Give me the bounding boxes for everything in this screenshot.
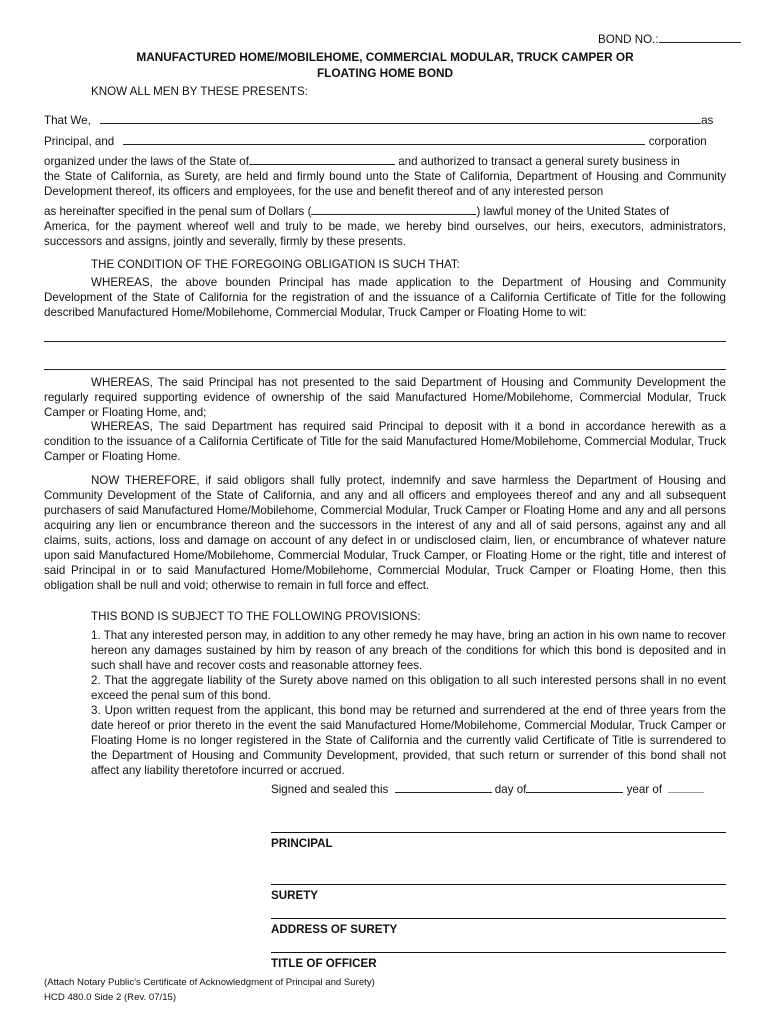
surety-signature-line[interactable] (271, 884, 726, 885)
signed-day-field[interactable] (395, 781, 492, 793)
principal-label: PRINCIPAL (271, 837, 333, 850)
organized-text-a: organized under the laws of the State of (44, 155, 249, 168)
signed-text-c: year of (626, 783, 663, 796)
penal-text-rest: America, for the payment whereof well and truly to be made, we hereby bind ourselves, our heirs, executors, administrators, successors and assigns, jointly and severally, firmly by these presents. (44, 220, 726, 248)
that-we-line (44, 112, 726, 128)
form-title-line1: MANUFACTURED HOME/MOBILEHOME, COMMERCIAL MODULAR, TRUCK CAMPER OR (136, 50, 634, 64)
principal-signature-line[interactable] (271, 832, 726, 833)
whereas-application: WHEREAS, the above bounden Principal has made application to the Department of Housing and Community Development of the State of California for the registration of and the issuance of a California Certificate of Title for the following described Manufactured Home/Mobilehome, Commercial Modular, Truck Camper or Floating Home to wit: (44, 276, 726, 319)
form-id: HCD 480.0 Side 2 (Rev. 07/15) (44, 992, 177, 1003)
description-line-1[interactable] (44, 341, 726, 342)
know-all-men: KNOW ALL MEN BY THESE PRESENTS: (91, 85, 308, 98)
form-title-line2: FLOATING HOME BOND (316, 66, 454, 80)
organized-text-rest: the State of California, as Surety, are held and firmly bound unto the State of California, Department of Housing and Community Development thereof, its officers and employees, for the use and benefit thereof and of any interested person (44, 170, 726, 198)
now-therefore-paragraph: NOW THEREFORE, if said obligors shall fully protect, indemnify and save harmless the Department of Housing and Community Development of the State of California, and any and all officers and employees thereof and any and all subsequent purchasers of said Manufactured Home/Mobilehome, Commercial Modular, Truck Camper or Floating Home and any and all persons acquiring any lien or encumbrance thereon and the successors in the interest of any and all of said persons, against any and all claims, suits, actions, loss and damage on account of any defect in or undisclosed claim, lien, or encumbrance of whatever nature upon said Manufactured Home/Mobilehome, Commercial Modular, Truck Camper, or Floating Home or the right, title and interest of said Principal in or to said Manufactured Home/Mobilehome, Commercial Modular, Truck Camper or Floating Home, then this obligation shall be null and void; otherwise to remain in full force and effect. (44, 474, 726, 592)
signed-sealed-line (271, 781, 704, 797)
principal-name-field[interactable] (100, 112, 701, 124)
surety-name-field[interactable] (123, 133, 645, 145)
surety-label: SURETY (271, 889, 319, 902)
principal-and-label: Principal, and (44, 135, 115, 148)
address-of-surety-label: ADDRESS OF SURETY (271, 923, 398, 936)
title-of-officer-line[interactable] (271, 952, 726, 953)
principal-and-line (44, 133, 726, 149)
bond-number-line (598, 31, 741, 47)
provision-1: 1. That any interested person may, in addition to any other remedy he may have, bring an action in his own name to recover hereon any damages sustained by him by reason of any breach of the conditions for which this bond is deposited and in such shall have and recover costs and reasonable attorney fees. (91, 629, 726, 672)
description-line-2[interactable] (44, 369, 726, 370)
corporation-label: corporation (648, 135, 707, 148)
title-of-officer-label: TITLE OF OFFICER (271, 957, 377, 970)
provision-3: 3. Upon written request from the applicant, this bond may be returned and surrendered at the end of three years from the date hereof or prior thereto in the event the said Manufactured Home/Mobilehome, Commercial Modular, Truck Camper or Floating Home is no longer registered in the State of California and the currently valid Certificate of Title is surrendered to the Department of Housing and Community Development, provided, that such return or surrender of this bond shall not affect any liability theretofore incurred or accrued. (91, 704, 726, 777)
bond-number-field[interactable] (659, 31, 741, 43)
as-label: as (701, 114, 714, 127)
notary-note: (Attach Notary Public's Certificate of Acknowledgment of Principal and Surety) (44, 977, 375, 988)
condition-heading: THE CONDITION OF THE FOREGOING OBLIGATION IS SUCH THAT: (91, 258, 460, 271)
penal-sum-paragraph (44, 203, 726, 249)
penal-sum-field[interactable] (311, 203, 476, 215)
penal-text-b: ) lawful money of the United States of (476, 205, 670, 218)
signed-text-a: Signed and sealed this (271, 783, 389, 796)
whereas-not-presented: WHEREAS, The said Principal has not presented to the said Department of Housing and Community Development the regularly required supporting evidence of ownership of the said Manufactured Home/Mobilehome, Commercial Modular, Truck Camper or Floating Home, and; (44, 376, 726, 419)
state-field[interactable] (249, 153, 395, 165)
provisions-heading: THIS BOND IS SUBJECT TO THE FOLLOWING PROVISIONS: (91, 610, 421, 623)
that-we-label: That We, (44, 114, 91, 127)
surety-address-line[interactable] (271, 918, 726, 919)
whereas-bond-required: WHEREAS, The said Department has required said Principal to deposit with it a bond in accordance herewith as a condition to the issuance of a California Certificate of Title for the said Manufactured Home/Mobilehome, Commercial Modular, Truck Camper or Floating Home. (44, 420, 726, 463)
signed-month-field[interactable] (526, 781, 623, 793)
organized-paragraph (44, 153, 726, 199)
bond-number-label: BOND NO.: (598, 33, 659, 46)
signed-text-b: day of (494, 783, 527, 796)
organized-text-b: and authorized to transact a general surety business in (398, 155, 680, 168)
signed-year-field[interactable] (668, 781, 704, 793)
penal-text-a: as hereinafter specified in the penal sum of Dollars ( (44, 205, 312, 218)
provision-2: 2. That the aggregate liability of the Surety above named on this obligation to all such interested persons shall in no event exceed the penal sum of this bond. (91, 674, 726, 702)
